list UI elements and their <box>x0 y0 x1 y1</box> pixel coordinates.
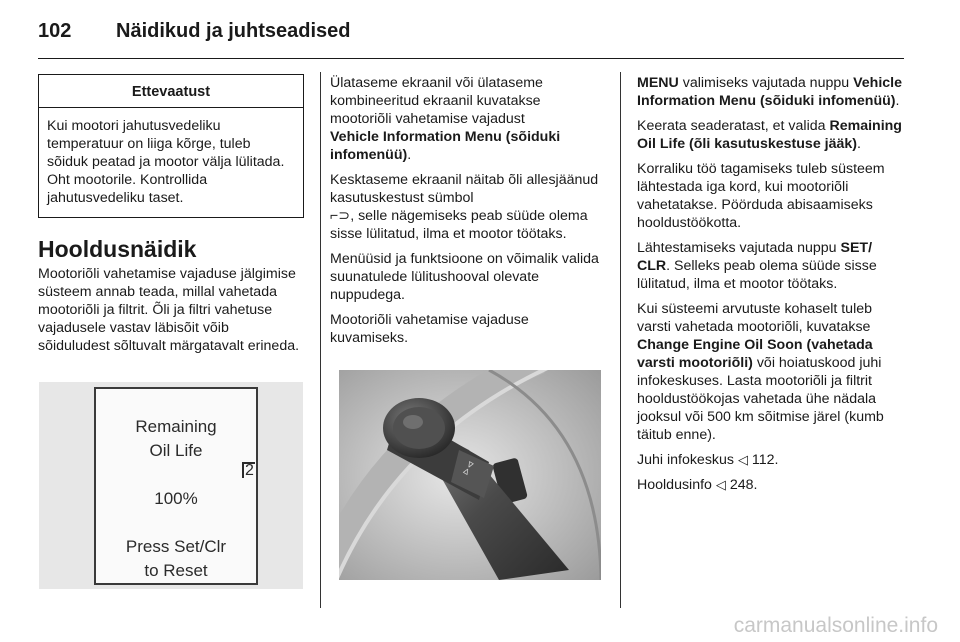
header-rule <box>38 58 904 59</box>
col3-p6-pre: Juhi infokeskus <box>637 452 738 468</box>
col3-p2-post: . <box>856 136 861 152</box>
reference-arrow-icon[interactable]: ◁ <box>737 452 748 467</box>
end-button-highlight <box>403 415 423 429</box>
col3-paragraph-3: Korraliku töö tagamiseks tuleb süsteem lähtestada iga kord, kui mootoriõli vahetatakse. Pöörduda abisaamiseks hooldustöökotta. <box>637 161 885 231</box>
caution-body: Kui mootori jahutusvedeliku temperatuur on liiga kõrge, tuleb sõiduk peatad ja mootor välja lülitada. Oht mootorile. Kontrollida jahutusvedeliku taset. <box>47 118 285 206</box>
watermark: carmanualsonline.info <box>733 614 938 637</box>
column-2 <box>330 74 602 354</box>
col2-paragraph-1 <box>330 74 602 164</box>
column-1 <box>38 74 304 362</box>
display-page-digit: 2 <box>242 462 255 478</box>
col3-p2-bold: Remaining Oil Life (õli kasutuskestuse jääk) <box>637 118 902 152</box>
section-title: Hooldusnäidik <box>38 236 197 262</box>
display-line-oil-life: Oil Life <box>149 441 203 460</box>
oil-can-icon: ⌐⊃ <box>330 208 351 224</box>
column-divider-2 <box>620 72 621 608</box>
col2-p2-post: , selle nägemiseks peab süüde olema sisse lülitatud, ilma et mootor töötaks. <box>330 208 588 242</box>
column-divider-1 <box>320 72 321 608</box>
display-line-remaining: Remaining <box>135 417 217 436</box>
col3-paragraph-6 <box>637 451 905 469</box>
col3-p5-pre: Kui süsteemi arvutuste kohaselt tuleb varsti vahetada mootoriõli, kuvatakse <box>637 301 873 335</box>
col2-paragraph-4: Mootoriõli vahetamise vajaduse kuvamiseks. <box>330 312 529 346</box>
column-3 <box>637 74 905 501</box>
col2-paragraph-3: Menüüsid ja funktsioone on võimalik valida suunatulede lülitushooval olevate nuppudega. <box>330 251 599 303</box>
page-title: Näidikud ja juhtseadised <box>116 20 351 42</box>
col3-p7-pre: Hooldusinfo <box>637 477 716 493</box>
col3-paragraph-7 <box>637 476 905 494</box>
set-clr-label: SET/ CLR <box>637 240 873 274</box>
page-number: 102 <box>38 20 72 42</box>
arrow-glyph: ⊳⊲ <box>460 458 477 477</box>
cluster-screen <box>94 387 258 585</box>
col2-p2-text: Kesktaseme ekraanil näitab õli allesjäänud kasutuskestust sümbol <box>330 172 599 206</box>
caution-title: Ettevaatust <box>39 75 303 108</box>
col3-p2-pre: Keerata seaderatast, et valida <box>637 118 830 134</box>
menu-label: MENU <box>637 75 679 91</box>
col3-p1-mid: valimiseks vajutada nuppu <box>678 75 854 91</box>
col3-paragraph-2 <box>637 117 905 153</box>
col3-paragraph-1 <box>637 74 905 110</box>
col3-p5-bold: Change Engine Oil Soon (vahetada varsti mootoriõli) <box>637 337 873 371</box>
reference-arrow-icon[interactable]: ◁ <box>715 477 726 492</box>
col2-p1-bold: Vehicle Information Menu (sõiduki infomenüü) <box>330 129 561 163</box>
col2-paragraph-2 <box>330 171 602 243</box>
col3-p1-post: . <box>895 93 900 109</box>
display-line-press: Press Set/Clr <box>125 537 227 556</box>
page-header <box>38 14 908 60</box>
oil-life-display-illustration <box>39 382 303 589</box>
section-intro: Mootoriõli vahetamise vajaduse jälgimise süsteem annab teada, millal vahetada mootoriõli ja filtrit. Õli ja filtri vahetuse vajadusele vastav läbisõit võib sõiduludest sõltuvalt märgatavalt erineda. <box>38 266 300 354</box>
page-reference-248[interactable]: 248. <box>725 477 758 493</box>
col3-p1-bold: Vehicle Information Menu (sõiduki infomenüü) <box>637 75 902 109</box>
end-button-face <box>393 407 445 449</box>
turn-signal-stalk-photo <box>339 370 601 580</box>
col3-p4-post: . Selleks peab olema süüde sisse lülitatud, ilma et mootor töötaks. <box>637 258 877 292</box>
display-percent: 100% <box>154 489 198 508</box>
col2-p1-post: . <box>407 147 412 163</box>
col3-p4-pre: Lähtestamiseks vajutada nuppu <box>637 240 841 256</box>
col3-p5-post: või hoiatuskood juhi infokeskuses. Lasta mootoriõli ja filtrit hooldustöökojas vahetada ühe nädala jooksul või 500 km sõitmise järel (kumb täitub enne). <box>637 355 884 443</box>
col3-paragraph-4 <box>637 239 905 293</box>
display-line-reset: to Reset <box>144 561 208 580</box>
stalk-photo-svg <box>339 370 601 580</box>
col2-p1-text: Ülataseme ekraanil või ülataseme kombineeritud ekraanil kuvatakse mootoriõli vahetamise vajadust <box>330 75 543 127</box>
page-reference-112[interactable]: 112. <box>747 452 779 468</box>
col3-paragraph-5 <box>637 300 905 444</box>
caution-box <box>38 74 304 218</box>
